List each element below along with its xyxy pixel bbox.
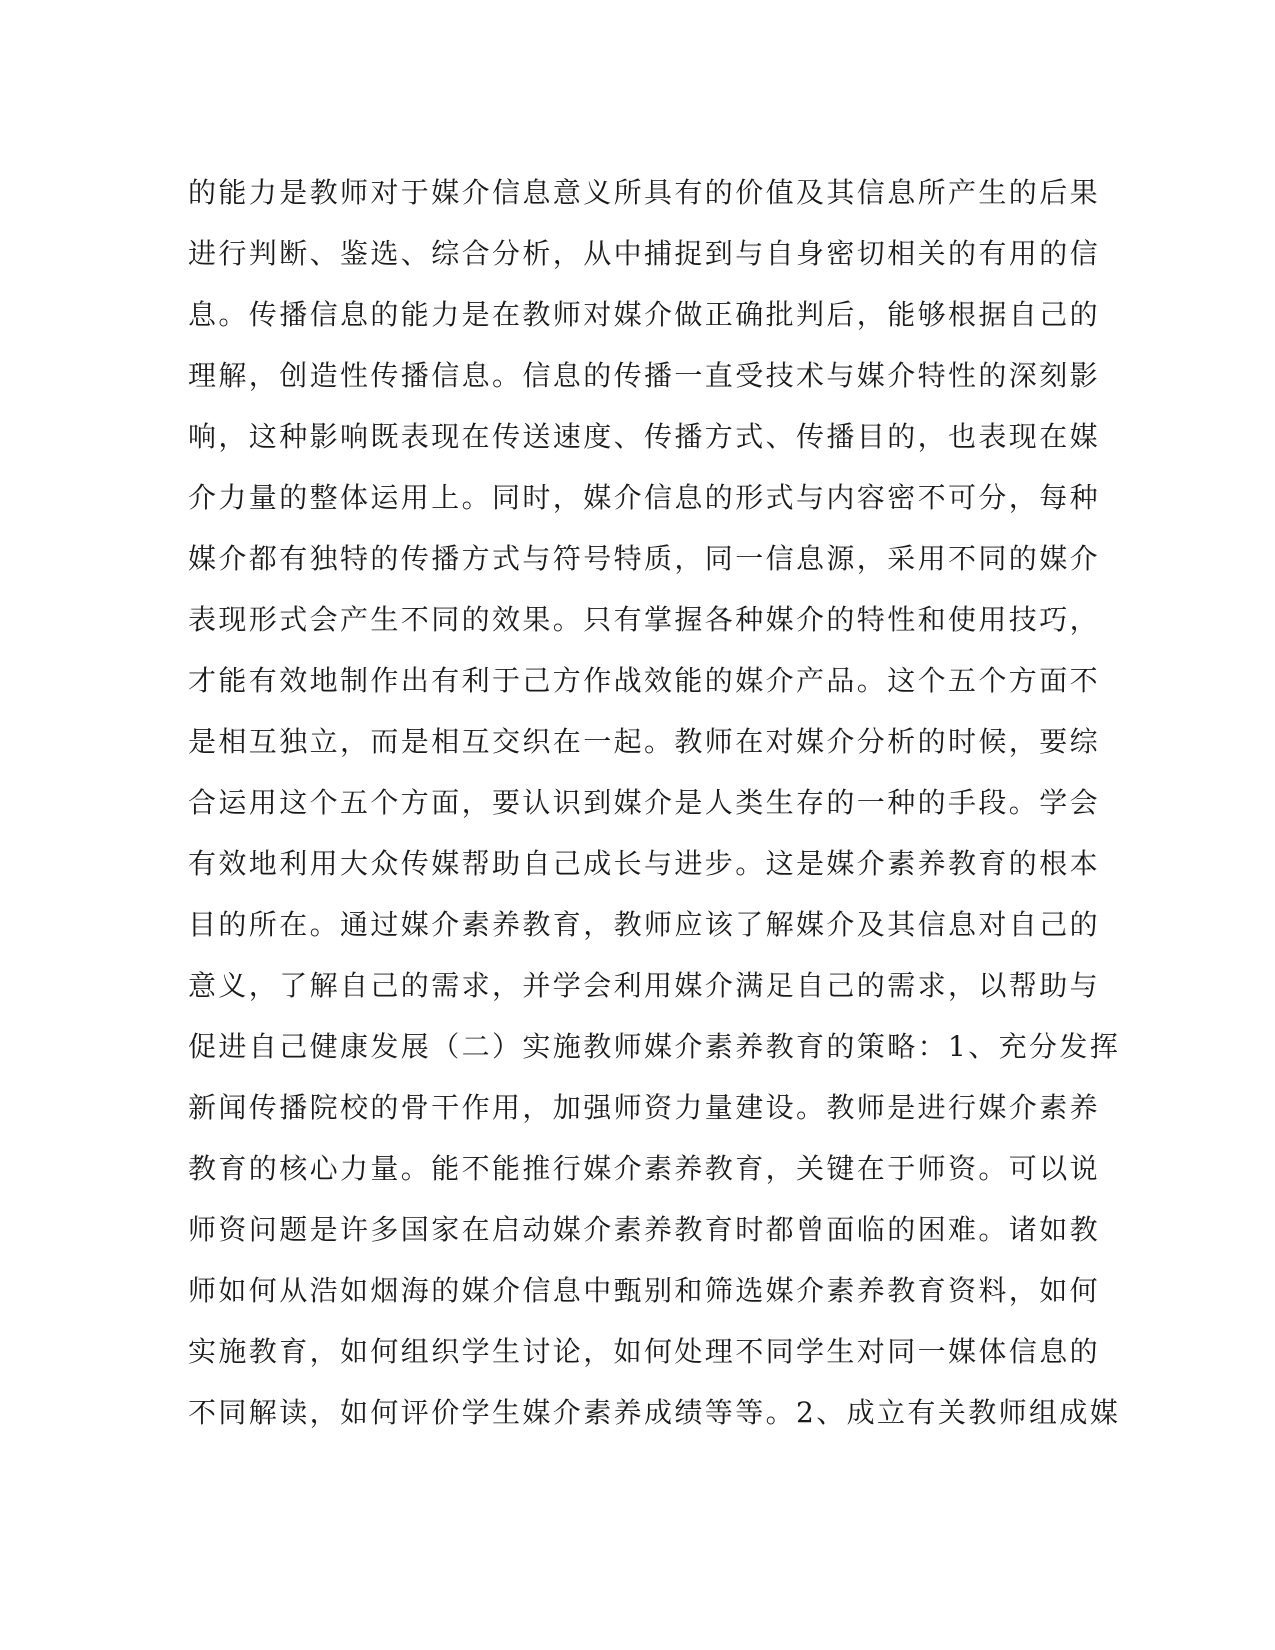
body-text <box>188 162 1121 1443</box>
text-line: 的能力是教师对于媒介信息意义所具有的价值及其信息所产生的后果 <box>188 176 1101 209</box>
text-line: 响，这种影响既表现在传送速度、传播方式、传播目的，也表现在媒 <box>188 420 1101 453</box>
text-line: 进行判断、鉴选、综合分析，从中捕捉到与自身密切相关的有用的信 <box>188 237 1101 270</box>
text-line: 新闻传播院校的骨干作用，加强师资力量建设。教师是进行媒介素养 <box>188 1091 1101 1124</box>
text-line: 师资问题是许多国家在启动媒介素养教育时都曾面临的困难。诸如教 <box>188 1213 1101 1246</box>
text-line: 目的所在。通过媒介素养教育，教师应该了解媒介及其信息对自己的 <box>188 908 1101 941</box>
text-line: 息。传播信息的能力是在教师对媒介做正确批判后，能够根据自己的 <box>188 298 1101 331</box>
text-line: 促进自己健康发展（二）实施教师媒介素养教育的策略：1、充分发挥 <box>188 1030 1121 1063</box>
text-line: 表现形式会产生不同的效果。只有掌握各种媒介的特性和使用技巧， <box>188 603 1101 636</box>
text-line: 媒介都有独特的传播方式与符号特质，同一信息源，采用不同的媒介 <box>188 542 1101 575</box>
text-line: 教育的核心力量。能不能推行媒介素养教育，关键在于师资。可以说 <box>188 1152 1101 1185</box>
text-line: 不同解读，如何评价学生媒介素养成绩等等。2、成立有关教师组成媒 <box>188 1396 1121 1429</box>
text-line: 合运用这个五个方面，要认识到媒介是人类生存的一种的手段。学会 <box>188 786 1101 819</box>
text-line: 介力量的整体运用上。同时，媒介信息的形式与内容密不可分，每种 <box>188 481 1101 514</box>
text-line: 是相互独立，而是相互交织在一起。教师在对媒介分析的时候，要综 <box>188 725 1101 758</box>
text-line: 有效地利用大众传媒帮助自己成长与进步。这是媒介素养教育的根本 <box>188 847 1101 880</box>
text-line: 意义，了解自己的需求，并学会利用媒介满足自己的需求，以帮助与 <box>188 969 1101 1002</box>
text-line: 实施教育，如何组织学生讨论，如何处理不同学生对同一媒体信息的 <box>188 1335 1101 1368</box>
text-line: 师如何从浩如烟海的媒介信息中甄别和筛选媒介素养教育资料，如何 <box>188 1274 1101 1307</box>
text-line: 理解，创造性传播信息。信息的传播一直受技术与媒介特性的深刻影 <box>188 359 1101 392</box>
text-line: 才能有效地制作出有利于己方作战效能的媒介产品。这个五个方面不 <box>188 664 1101 697</box>
